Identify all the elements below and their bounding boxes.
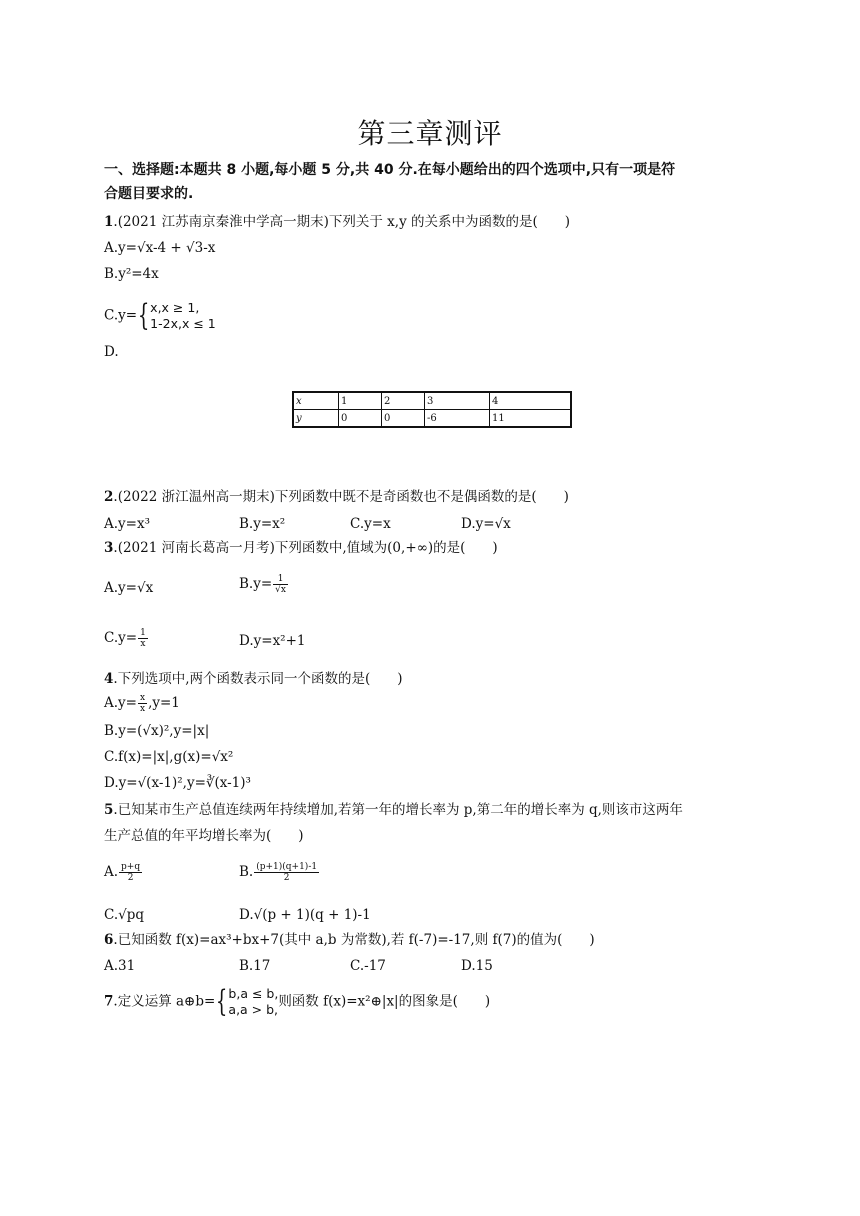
xy-value-table	[292, 391, 572, 428]
numerator: x	[139, 693, 146, 703]
option-b-prefix: B.y=	[239, 576, 273, 592]
table-cell: 4	[490, 392, 572, 410]
table-cell: 11	[490, 410, 572, 428]
case-1: x,x ≥ 1,	[150, 300, 200, 315]
question-7-stem	[104, 986, 490, 1018]
denominator: √x	[275, 585, 286, 595]
question-4-stem	[104, 669, 403, 689]
left-brace: {	[216, 984, 228, 1019]
question-2-stem	[104, 487, 569, 507]
question-2-option-a: A.y=x³	[104, 516, 151, 532]
table-cell: x	[293, 392, 339, 410]
fraction	[138, 693, 147, 714]
question-4-option-c: C.f(x)=|x|,g(x)=√x²	[104, 749, 234, 765]
case-2: 1-2x,x ≤ 1	[150, 316, 216, 331]
question-6-option-b: B.17	[239, 958, 271, 974]
question-5-option-d: D.√(p + 1)(q + 1)-1	[239, 907, 371, 923]
question-3-option-c	[104, 628, 149, 649]
question-4-option-d: D.y=√(x-1)²,y=∛(x-1)³	[104, 775, 251, 791]
question-7-number: 7	[104, 993, 114, 1010]
option-a-suffix: ,y=1	[148, 695, 180, 711]
left-brace: {	[137, 298, 150, 333]
question-3-option-d: D.y=x²+1	[239, 633, 306, 649]
question-3-stem	[104, 538, 498, 558]
section-heading	[104, 158, 754, 206]
section-heading-line2: 合题目要求的.	[104, 186, 194, 202]
table-cell: 0	[382, 410, 425, 428]
fraction	[138, 628, 148, 649]
question-5-number: 5	[104, 802, 114, 818]
question-6-stem	[104, 930, 595, 950]
question-6-text: .已知函数 f(x)=ax³+bx+7(其中 a,b 为常数),若 f(-7)=-17,则 f(7)的值为( )	[113, 932, 595, 948]
fraction	[273, 574, 288, 595]
question-1-number: 1	[104, 214, 114, 230]
question-6-option-a: A.31	[104, 958, 136, 974]
numerator: 1	[140, 628, 146, 638]
question-1-option-c	[104, 300, 216, 332]
numerator: p+q	[121, 862, 141, 872]
denominator: x	[140, 639, 146, 649]
denominator: 2	[127, 873, 134, 883]
option-b-prefix: B.	[239, 864, 254, 880]
case-2: a,a > b,	[228, 1002, 279, 1017]
case-1: b,a ≤ b,	[228, 986, 279, 1001]
option-a-prefix: A.	[104, 864, 119, 880]
table-row-y	[293, 410, 571, 428]
question-5-option-a	[104, 862, 143, 883]
table-cell: 1	[339, 392, 382, 410]
question-3-option-b	[239, 574, 289, 595]
question-5-stem-line2: 生产总值的年平均增长率为( )	[104, 828, 304, 844]
question-6-option-c: C.-17	[350, 958, 386, 974]
question-7-suffix: 则函数 f(x)=x²⊕|x|的图象是( )	[278, 993, 491, 1010]
question-2-option-b: B.y=x²	[239, 516, 286, 532]
table-cell: 0	[339, 410, 382, 428]
question-4-option-b: B.y=(√x)²,y=|x|	[104, 723, 210, 739]
question-2-option-c: C.y=x	[350, 516, 391, 532]
piecewise-cases	[228, 986, 278, 1018]
question-1-option-d: D.	[104, 344, 119, 360]
question-6-option-d: D.15	[461, 958, 493, 974]
table-row-x	[293, 392, 571, 410]
page-title: 第三章测评	[357, 117, 503, 150]
question-5-stem	[104, 800, 683, 820]
question-2-text: .(2022 浙江温州高一期末)下列函数中既不是奇函数也不是偶函数的是( )	[113, 489, 569, 505]
question-5-option-b	[239, 862, 320, 883]
numerator: 1	[273, 574, 288, 585]
denominator: x	[139, 704, 146, 714]
question-3-text: .(2021 河南长葛高一月考)下列函数中,值域为(0,+∞)的是( )	[113, 540, 498, 556]
fraction	[119, 862, 142, 883]
question-3-number: 3	[104, 540, 114, 556]
question-2-option-d: D.y=√x	[461, 516, 511, 532]
question-2-number: 2	[104, 489, 114, 505]
option-c-prefix: C.y=	[104, 630, 138, 646]
table-cell: 2	[382, 392, 425, 410]
table-cell: y	[293, 410, 339, 428]
question-5-text: .已知某市生产总值连续两年持续增加,若第一年的增长率为 p,第二年的增长率为 q,则该市这两年	[113, 802, 683, 818]
fraction	[254, 862, 319, 883]
option-c-prefix: C.y=	[104, 307, 138, 324]
question-1-option-b: B.y²=4x	[104, 266, 159, 282]
table-cell: -6	[425, 410, 490, 428]
question-7-prefix: .定义运算 a⊕b=	[113, 993, 216, 1010]
question-4-number: 4	[104, 671, 114, 687]
question-4-text: .下列选项中,两个函数表示同一个函数的是( )	[113, 671, 403, 687]
table-cell: 3	[425, 392, 490, 410]
section-heading-line1: 一、选择题:本题共 8 小题,每小题 5 分,共 40 分.在每小题给出的四个选项中,只有一项是符	[104, 162, 676, 178]
question-3-option-a: A.y=√x	[104, 580, 154, 596]
option-a-prefix: A.y=	[104, 695, 137, 711]
question-4-option-a	[104, 693, 180, 714]
question-1-option-a: A.y=√x-4 + √3-x	[104, 240, 216, 256]
piecewise-cases	[150, 300, 216, 332]
question-5-option-c: C.√pq	[104, 907, 145, 923]
question-1-text: .(2021 江苏南京秦淮中学高一期末)下列关于 x,y 的关系中为函数的是( )	[113, 214, 571, 230]
question-1-stem	[104, 212, 570, 232]
numerator: (p+1)(q+1)-1	[256, 862, 318, 872]
question-6-number: 6	[104, 932, 114, 948]
denominator: 2	[283, 873, 290, 883]
